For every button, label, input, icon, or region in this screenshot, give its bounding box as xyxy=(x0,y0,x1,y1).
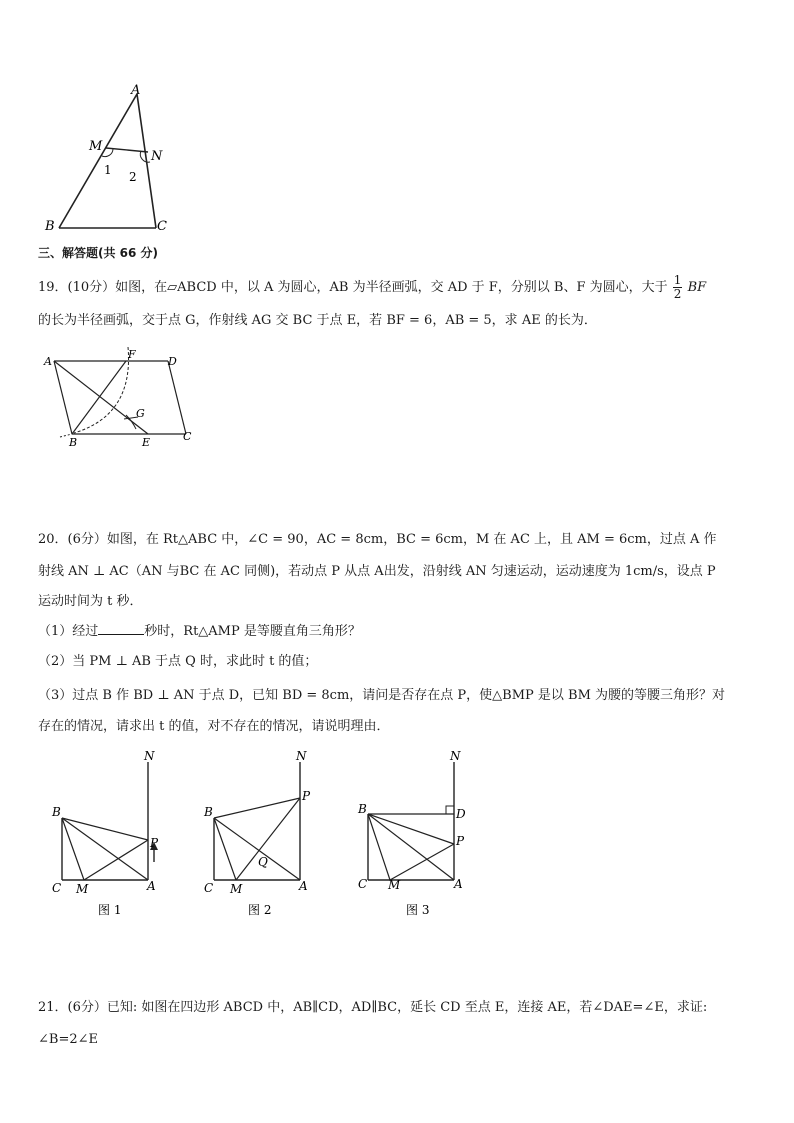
side-dc xyxy=(168,361,186,434)
parallelogram-figure-q19 xyxy=(40,345,210,450)
label-P: P xyxy=(456,834,465,848)
label-Q: Q xyxy=(258,855,268,869)
label-M: M xyxy=(388,878,401,892)
section-title: 三、解答题(共 66 分) xyxy=(38,246,159,260)
segment-bp xyxy=(368,814,454,844)
q19-line2: 的长为半径画弧，交于点 G，作射线 AG 交 BC 于点 E，若 BF = 6，AB = 5，求 AE 的长为． xyxy=(38,313,597,328)
segment-bm xyxy=(62,818,84,880)
caption-fig1: 图 1 xyxy=(98,903,122,917)
side-ab xyxy=(59,94,137,228)
caption-fig2: 图 2 xyxy=(248,903,272,917)
label-P: P xyxy=(302,789,311,803)
label-C: C xyxy=(157,219,167,234)
label-D: D xyxy=(168,355,177,368)
answer-blank[interactable] xyxy=(98,622,144,635)
right-angle-mark xyxy=(446,806,454,814)
segment-bm xyxy=(214,818,236,880)
segment-ba xyxy=(214,818,300,880)
q19-line1 xyxy=(38,274,706,301)
label-N: N xyxy=(296,749,307,763)
label-C: C xyxy=(204,881,214,895)
q20-sub1-b: 秒时，Rt△AMP 是等腰直角三角形？ xyxy=(144,624,361,639)
label-N: N xyxy=(151,149,163,164)
label-B: B xyxy=(52,805,61,819)
label-1: 1 xyxy=(104,163,112,177)
label-M: M xyxy=(76,882,89,896)
q20-line3: 运动时间为 t 秒． xyxy=(38,594,143,609)
fraction-denominator: 2 xyxy=(673,287,682,301)
q20-sub1-a: （1）经过 xyxy=(38,624,99,639)
q20-sub3-line1: （3）过点 B 作 BD ⊥ AN 于点 D，已知 BD = 8cm，请问是否存在点 P，使△BMP 是以 BM 为腰的等腰三角形？对 xyxy=(38,688,726,703)
label-A: A xyxy=(147,879,156,893)
q19-text-b: BF xyxy=(687,280,707,295)
label-G: G xyxy=(136,407,145,420)
q20-figure-3 xyxy=(350,748,480,920)
q19-text-a: 19．(10分）如图，在▱ABCD 中，以 A 为圆心，AB 为半径画弧，交 AD 于 F，分别以 B、F 为圆心，大于 xyxy=(38,280,668,295)
segment-mp xyxy=(390,844,454,880)
label-2: 2 xyxy=(129,170,137,184)
label-M: M xyxy=(230,882,243,896)
q20-figure-2 xyxy=(196,748,326,920)
q20-sub2: （2）当 PM ⊥ AB 于点 Q 时，求此时 t 的值； xyxy=(38,654,318,669)
segment-bf xyxy=(72,361,126,434)
label-F: F xyxy=(128,348,136,361)
segment-ba xyxy=(368,814,454,880)
q20-figure-1 xyxy=(44,748,174,920)
label-C: C xyxy=(358,877,368,891)
q20-sub3-line2: 存在的情况，请求出 t 的值，对不存在的情况，请说明理由． xyxy=(38,719,390,734)
triangle-figure-q18 xyxy=(30,80,180,235)
label-D: D xyxy=(456,807,466,821)
caption-fig3: 图 3 xyxy=(406,903,430,917)
label-A: A xyxy=(454,877,463,891)
q20-line2: 射线 AN ⊥ AC（AN 与BC 在 AC 同侧)，若动点 P 从点 A出发，沿射线 AN 匀速运动，运动速度为 1cm/s，设点 P xyxy=(38,564,716,579)
label-A: A xyxy=(131,83,141,98)
label-P: P xyxy=(150,836,159,850)
q20-line1: 20．(6分）如图，在 Rt△ABC 中，∠C = 90，AC = 8cm，BC = 6cm，M 在 AC 上，且 AM = 6cm，过点 A 作 xyxy=(38,532,717,547)
segment-ba xyxy=(62,818,148,880)
segment-bp xyxy=(62,818,148,840)
label-A: A xyxy=(44,355,52,368)
label-N: N xyxy=(144,749,155,763)
segment-bm xyxy=(368,814,390,880)
label-E: E xyxy=(142,436,151,449)
q21-line2: ∠B=2∠E xyxy=(38,1032,98,1047)
side-ab xyxy=(54,361,72,434)
q20-sub1 xyxy=(38,622,361,642)
label-C: C xyxy=(183,430,192,443)
label-M: M xyxy=(89,139,103,154)
fraction-numerator: 1 xyxy=(673,273,682,287)
ray-ag xyxy=(54,361,148,434)
label-B: B xyxy=(45,219,55,234)
fraction-half xyxy=(673,274,683,301)
label-B: B xyxy=(358,802,367,816)
label-A: A xyxy=(299,879,308,893)
label-C: C xyxy=(52,881,62,895)
label-B: B xyxy=(204,805,213,819)
label-B: B xyxy=(69,436,78,449)
q21-line1: 21．(6分）已知: 如图在四边形 ABCD 中，AB∥CD，AD∥BC，延长 CD 至点 E，连接 AE，若∠DAE=∠E，求证: xyxy=(38,1000,708,1015)
label-N: N xyxy=(450,749,461,763)
segment-mp xyxy=(84,840,148,880)
